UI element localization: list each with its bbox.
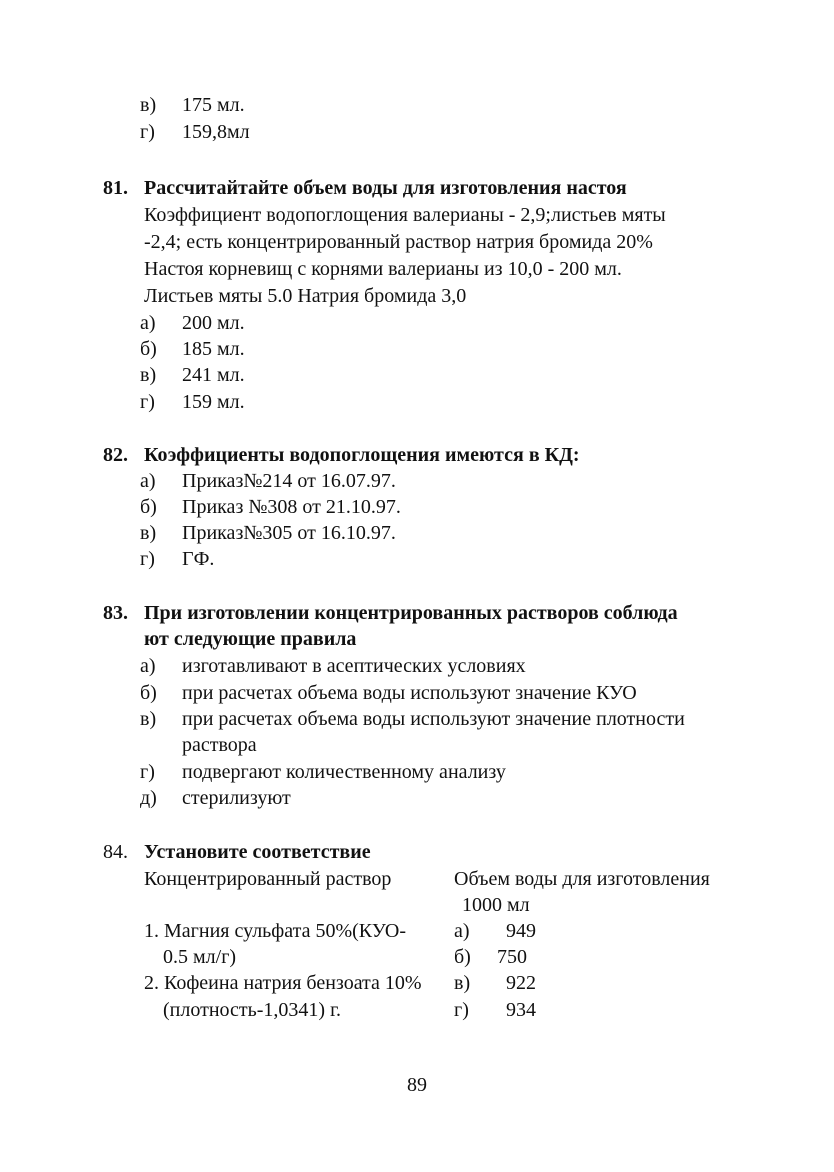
question-text-line: Коэффициент водопоглощения валерианы - 2,9;листьев мяты [144, 204, 666, 226]
option-text-continued: раствора [182, 734, 257, 756]
option-letter: б) [140, 682, 157, 704]
question-title: Рассчитайтайте объем воды для изготовления настоя [144, 177, 627, 199]
match-right-letter: г) [454, 999, 469, 1021]
option-item [140, 680, 637, 706]
match-left-item-continued: 0.5 мл/г) [163, 946, 237, 968]
match-right-letter: а) [454, 920, 470, 942]
option-text: 185 мл. [182, 338, 245, 360]
match-right-value: 949 [506, 920, 536, 942]
option-item [140, 706, 685, 732]
question-title-continued: ют следующие правила [144, 628, 357, 650]
option-letter: а) [140, 470, 156, 492]
option-text: изготавливают в асептических условиях [182, 655, 526, 677]
question-text-line: Настоя корневищ с корнями валерианы из 10,0 - 200 мл. [144, 258, 622, 280]
question-text-line: -2,4; есть концентрированный раствор натрия бромида 20% [144, 231, 653, 253]
option-text: 200 мл. [182, 312, 245, 334]
option-item [140, 336, 245, 362]
match-left-item: 2. Кофеина натрия бензоата 10% [144, 972, 422, 994]
option-text: Приказ№305 от 16.10.97. [182, 522, 396, 544]
option-text: подвергают количественному анализу [182, 761, 506, 783]
option-letter: в) [140, 364, 157, 386]
question-number: 81. [103, 177, 128, 199]
option-text: 175 мл. [182, 94, 245, 116]
option-text: Приказ№214 от 16.07.97. [182, 470, 396, 492]
option-item [140, 389, 245, 415]
option-item [140, 92, 245, 118]
option-letter: в) [140, 522, 157, 544]
question-title: При изготовлении концентрированных растворов соблюда [144, 602, 678, 624]
match-right-letter: в) [454, 972, 471, 994]
option-letter: д) [140, 787, 157, 809]
option-item [140, 653, 526, 679]
match-right-letter: б) [454, 946, 471, 968]
question-title: Установите соответствие [144, 841, 371, 863]
option-text: 159,8мл [182, 121, 250, 143]
option-item [140, 785, 291, 811]
option-item [140, 119, 250, 145]
option-text: ГФ. [182, 548, 215, 570]
option-letter: г) [140, 548, 155, 570]
option-item [140, 362, 245, 388]
match-right-header-continued: 1000 мл [462, 894, 530, 916]
option-letter: а) [140, 655, 156, 677]
option-text: Приказ №308 от 21.10.97. [182, 496, 401, 518]
match-right-value: 750 [497, 946, 527, 968]
option-text: при расчетах объема воды используют значение КУО [182, 682, 637, 704]
match-right-value: 922 [506, 972, 536, 994]
option-text: 241 мл. [182, 364, 245, 386]
match-left-header: Концентрированный раствор [144, 868, 392, 890]
question-text-line: Листьев мяты 5.0 Натрия бромида 3,0 [144, 285, 467, 307]
match-left-item: 1. Магния сульфата 50%(КУО- [144, 920, 407, 942]
match-left-item-continued: (плотность-1,0341) г. [163, 999, 342, 1021]
option-letter: б) [140, 496, 157, 518]
option-letter: в) [140, 708, 157, 730]
option-letter: а) [140, 312, 156, 334]
option-text: при расчетах объема воды используют значение плотности [182, 708, 685, 730]
question-title: Коэффициенты водопоглощения имеются в КД: [144, 444, 580, 466]
option-letter: в) [140, 94, 157, 116]
option-item [140, 310, 245, 336]
question-number: 84. [103, 841, 128, 863]
option-item [140, 468, 396, 494]
option-text: 159 мл. [182, 391, 245, 413]
option-text: стерилизуют [182, 787, 291, 809]
option-item [140, 546, 214, 572]
question-number: 83. [103, 602, 128, 624]
option-letter: г) [140, 121, 155, 143]
option-item [140, 520, 396, 546]
page-number: 89 [407, 1074, 427, 1096]
match-right-header: Объем воды для изготовления [454, 868, 710, 890]
option-letter: г) [140, 761, 155, 783]
option-letter: г) [140, 391, 155, 413]
option-item [140, 759, 506, 785]
match-right-value: 934 [506, 999, 536, 1021]
option-item [140, 494, 401, 520]
question-number: 82. [103, 444, 128, 466]
option-letter: б) [140, 338, 157, 360]
